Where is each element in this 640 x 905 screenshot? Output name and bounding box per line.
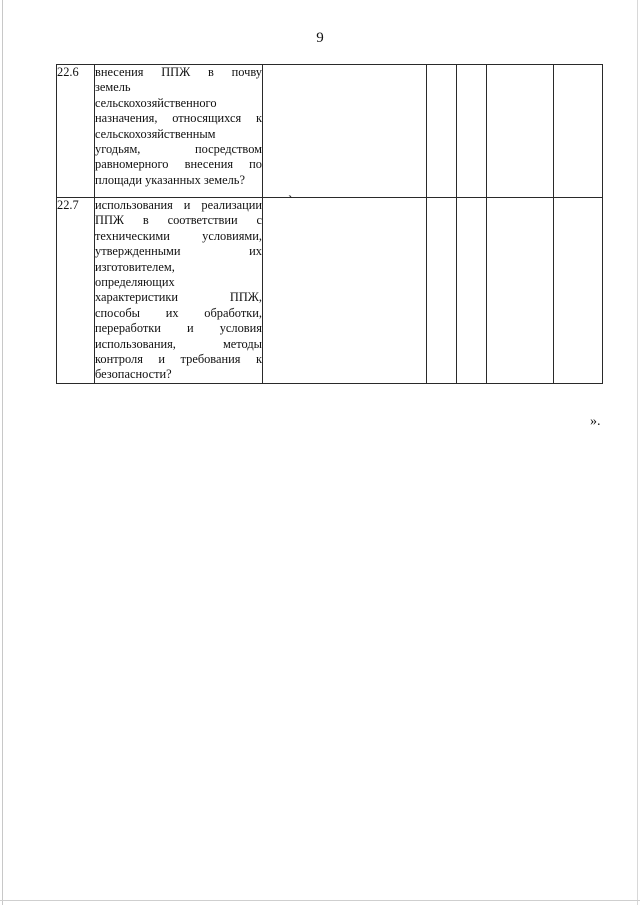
answer-cell (487, 198, 554, 384)
question-line: ППЖ в соответствии с (95, 213, 262, 228)
table-row (57, 65, 603, 198)
closing-quote: ». (590, 414, 601, 429)
question-line: безопасности? (95, 367, 172, 382)
question-line: угодьям, посредством (95, 142, 262, 157)
page-edge-left (2, 0, 3, 905)
question-line: внесения ППЖ в почву (95, 65, 262, 79)
answer-cell (457, 198, 487, 384)
page-edge-right (637, 0, 638, 905)
checklist-table (56, 64, 603, 384)
answer-cell (554, 198, 603, 384)
question-line: утвержденными их (95, 244, 262, 259)
question-line: равномерного внесения по (95, 157, 262, 172)
answer-cell (427, 198, 457, 384)
page-edge-bottom (0, 900, 640, 901)
answer-cell (263, 65, 427, 198)
question-line: переработки и условия (95, 321, 262, 336)
answer-cell (263, 194, 427, 384)
question-line: определяющих (95, 275, 175, 290)
table-row (57, 198, 603, 384)
answer-mark: ` (288, 194, 293, 209)
question-line: характеристики ППЖ, (95, 290, 262, 305)
item-question (95, 198, 263, 384)
answer-cell (487, 65, 554, 198)
question-line: площади указанных земель? (95, 172, 245, 187)
question-line: техническими условиями, (95, 228, 262, 243)
question-line: земель (95, 80, 131, 95)
question-line: сельскохозяйственного (95, 95, 217, 110)
question-line: способы их обработки, (95, 305, 262, 320)
answer-cell (457, 65, 487, 198)
page-number: 9 (316, 30, 324, 46)
item-number: 22.7 (57, 198, 95, 384)
question-line: контроля и требования к (95, 352, 262, 367)
question-line: сельскохозяйственным (95, 126, 216, 141)
question-line: назначения, относящихся к (95, 111, 262, 126)
item-number: 22.6 (57, 65, 95, 198)
item-question (95, 65, 263, 198)
question-line: использования и реализации (95, 198, 262, 212)
answer-cell (554, 65, 603, 198)
answer-cell (427, 65, 457, 198)
question-line: использования, методы (95, 336, 262, 351)
question-line: изготовителем, (95, 259, 175, 274)
